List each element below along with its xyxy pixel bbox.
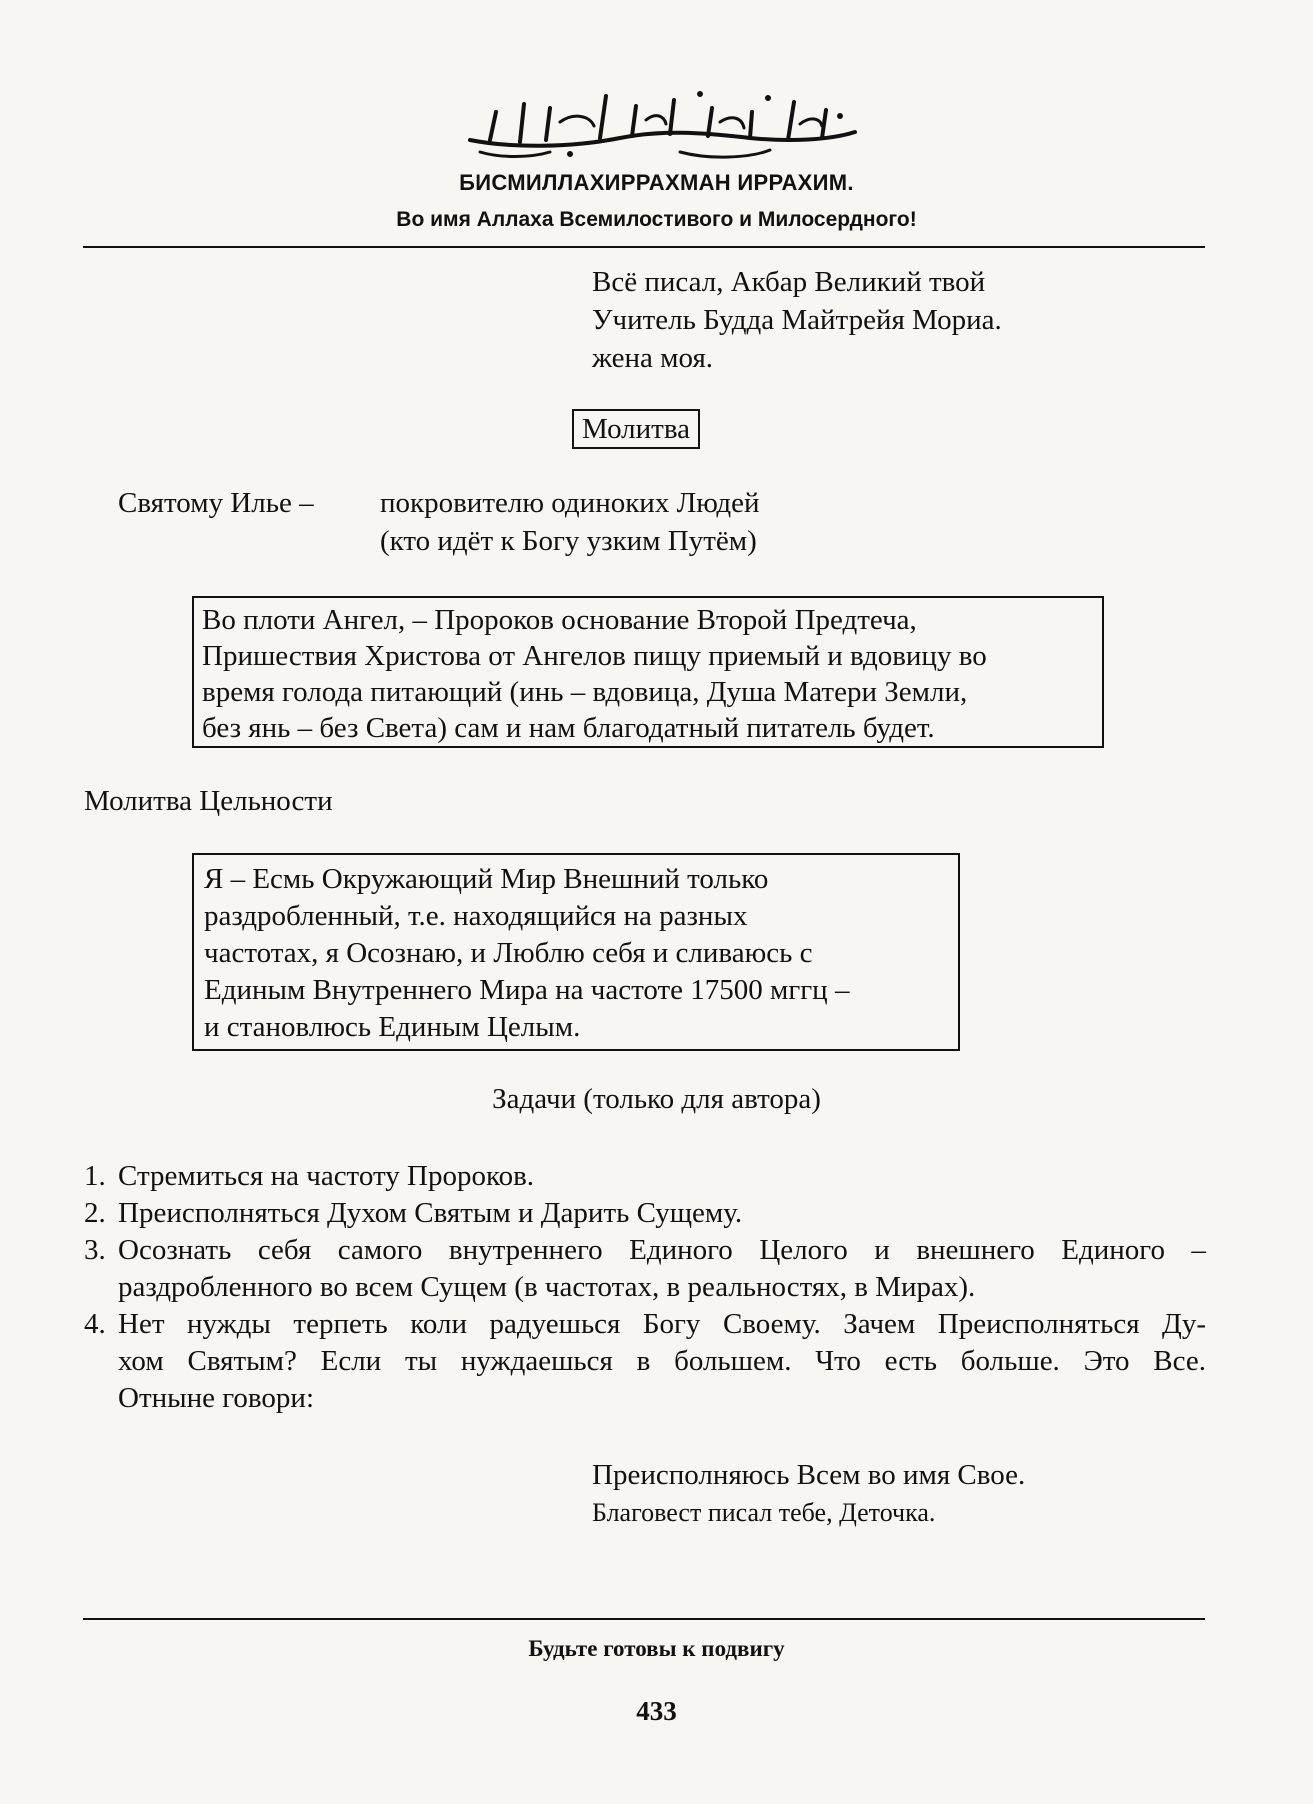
boxed-text-2 bbox=[192, 853, 960, 1051]
task-text: Нет нужды терпеть коли радуешься Богу Своему. Зачем Преисполняться Ду- bbox=[118, 1308, 1206, 1340]
footer-motto: Будьте готовы к подвигу bbox=[528, 1636, 785, 1661]
integrity-prayer-title: Молитва Цельности bbox=[84, 785, 333, 817]
prayer-title: Молитва bbox=[572, 409, 700, 449]
task-number: 4. bbox=[84, 1308, 106, 1340]
bismillah-heading: БИСМИЛЛАХИРРАХМАН ИРРАХИМ. bbox=[459, 170, 854, 195]
boxed-line: раздробленный, т.е. находящийся на разных bbox=[204, 900, 748, 932]
list-item bbox=[84, 1306, 1206, 1417]
signature-line: Всё писал, Акбар Великий твой bbox=[592, 266, 986, 298]
signature-line: Учитель Будда Майтрейя Мориа. bbox=[592, 304, 1002, 336]
task-text: Преисполняться Духом Святым и Дарить Сущему. bbox=[118, 1197, 743, 1229]
boxed-line: частотах, я Осознаю, и Люблю себя и сливаюсь с bbox=[204, 937, 813, 969]
task-text: раздробленного во всем Сущем (в частотах, в реальностях, в Мирах). bbox=[118, 1271, 976, 1303]
boxed-line: без янь – без Света) сам и нам благодатный питатель будет. bbox=[202, 712, 935, 744]
boxed-line: Единым Внутреннего Мира на частоте 17500 мггц – bbox=[204, 974, 850, 1006]
task-text: Отныне говори: bbox=[118, 1382, 315, 1414]
list-item bbox=[84, 1195, 1206, 1232]
signature-line: жена моя. bbox=[592, 342, 714, 374]
dedication-text bbox=[380, 484, 760, 560]
list-item bbox=[84, 1158, 1206, 1195]
bismillah-calligraphy-icon bbox=[450, 82, 870, 162]
task-text: Стремиться на частоту Пророков. bbox=[118, 1160, 535, 1192]
list-item bbox=[84, 1232, 1206, 1306]
signature-block bbox=[592, 263, 1002, 377]
boxed-line: Пришествия Христова от Ангелов пищу приемый и вдовицу во bbox=[202, 640, 987, 672]
task-number: 1. bbox=[84, 1160, 106, 1192]
footer-rule bbox=[83, 1618, 1205, 1620]
boxed-text-1 bbox=[192, 596, 1104, 748]
tasks-list bbox=[84, 1158, 1206, 1417]
boxed-line: Во плоти Ангел, – Пророков основание Второй Предтеча, bbox=[202, 604, 917, 636]
header-rule bbox=[83, 246, 1205, 248]
dedication-line: (кто идёт к Богу узким Путём) bbox=[380, 525, 757, 557]
tasks-title: Задачи (только для автора) bbox=[492, 1083, 821, 1115]
boxed-line: время голода питающий (инь – вдовица, Душа Матери Земли, bbox=[202, 676, 968, 708]
task-number: 2. bbox=[84, 1197, 106, 1229]
boxed-line: и становлюсь Единым Целым. bbox=[204, 1011, 581, 1043]
task-text: Осознать себя самого внутреннего Единого Целого и внешнего Единого – bbox=[118, 1234, 1206, 1266]
task-text: хом Святым? Если ты нуждаешься в большем. Что есть больше. Это Все. bbox=[118, 1345, 1206, 1377]
closing-line: Благовест писал тебе, Деточка. bbox=[592, 1498, 936, 1527]
boxed-line: Я – Есмь Окружающий Мир Внешний только bbox=[204, 863, 769, 895]
page-number: 433 bbox=[636, 1696, 677, 1726]
dedication-line: покровителю одиноких Людей bbox=[380, 487, 760, 519]
closing-block bbox=[592, 1456, 1025, 1532]
dedication-name: Святому Илье – bbox=[118, 487, 314, 519]
task-number: 3. bbox=[84, 1234, 106, 1266]
bismillah-translation: Во имя Аллаха Всемилостивого и Милосердного! bbox=[396, 208, 917, 231]
closing-line: Преисполняюсь Всем во имя Свое. bbox=[592, 1459, 1026, 1491]
